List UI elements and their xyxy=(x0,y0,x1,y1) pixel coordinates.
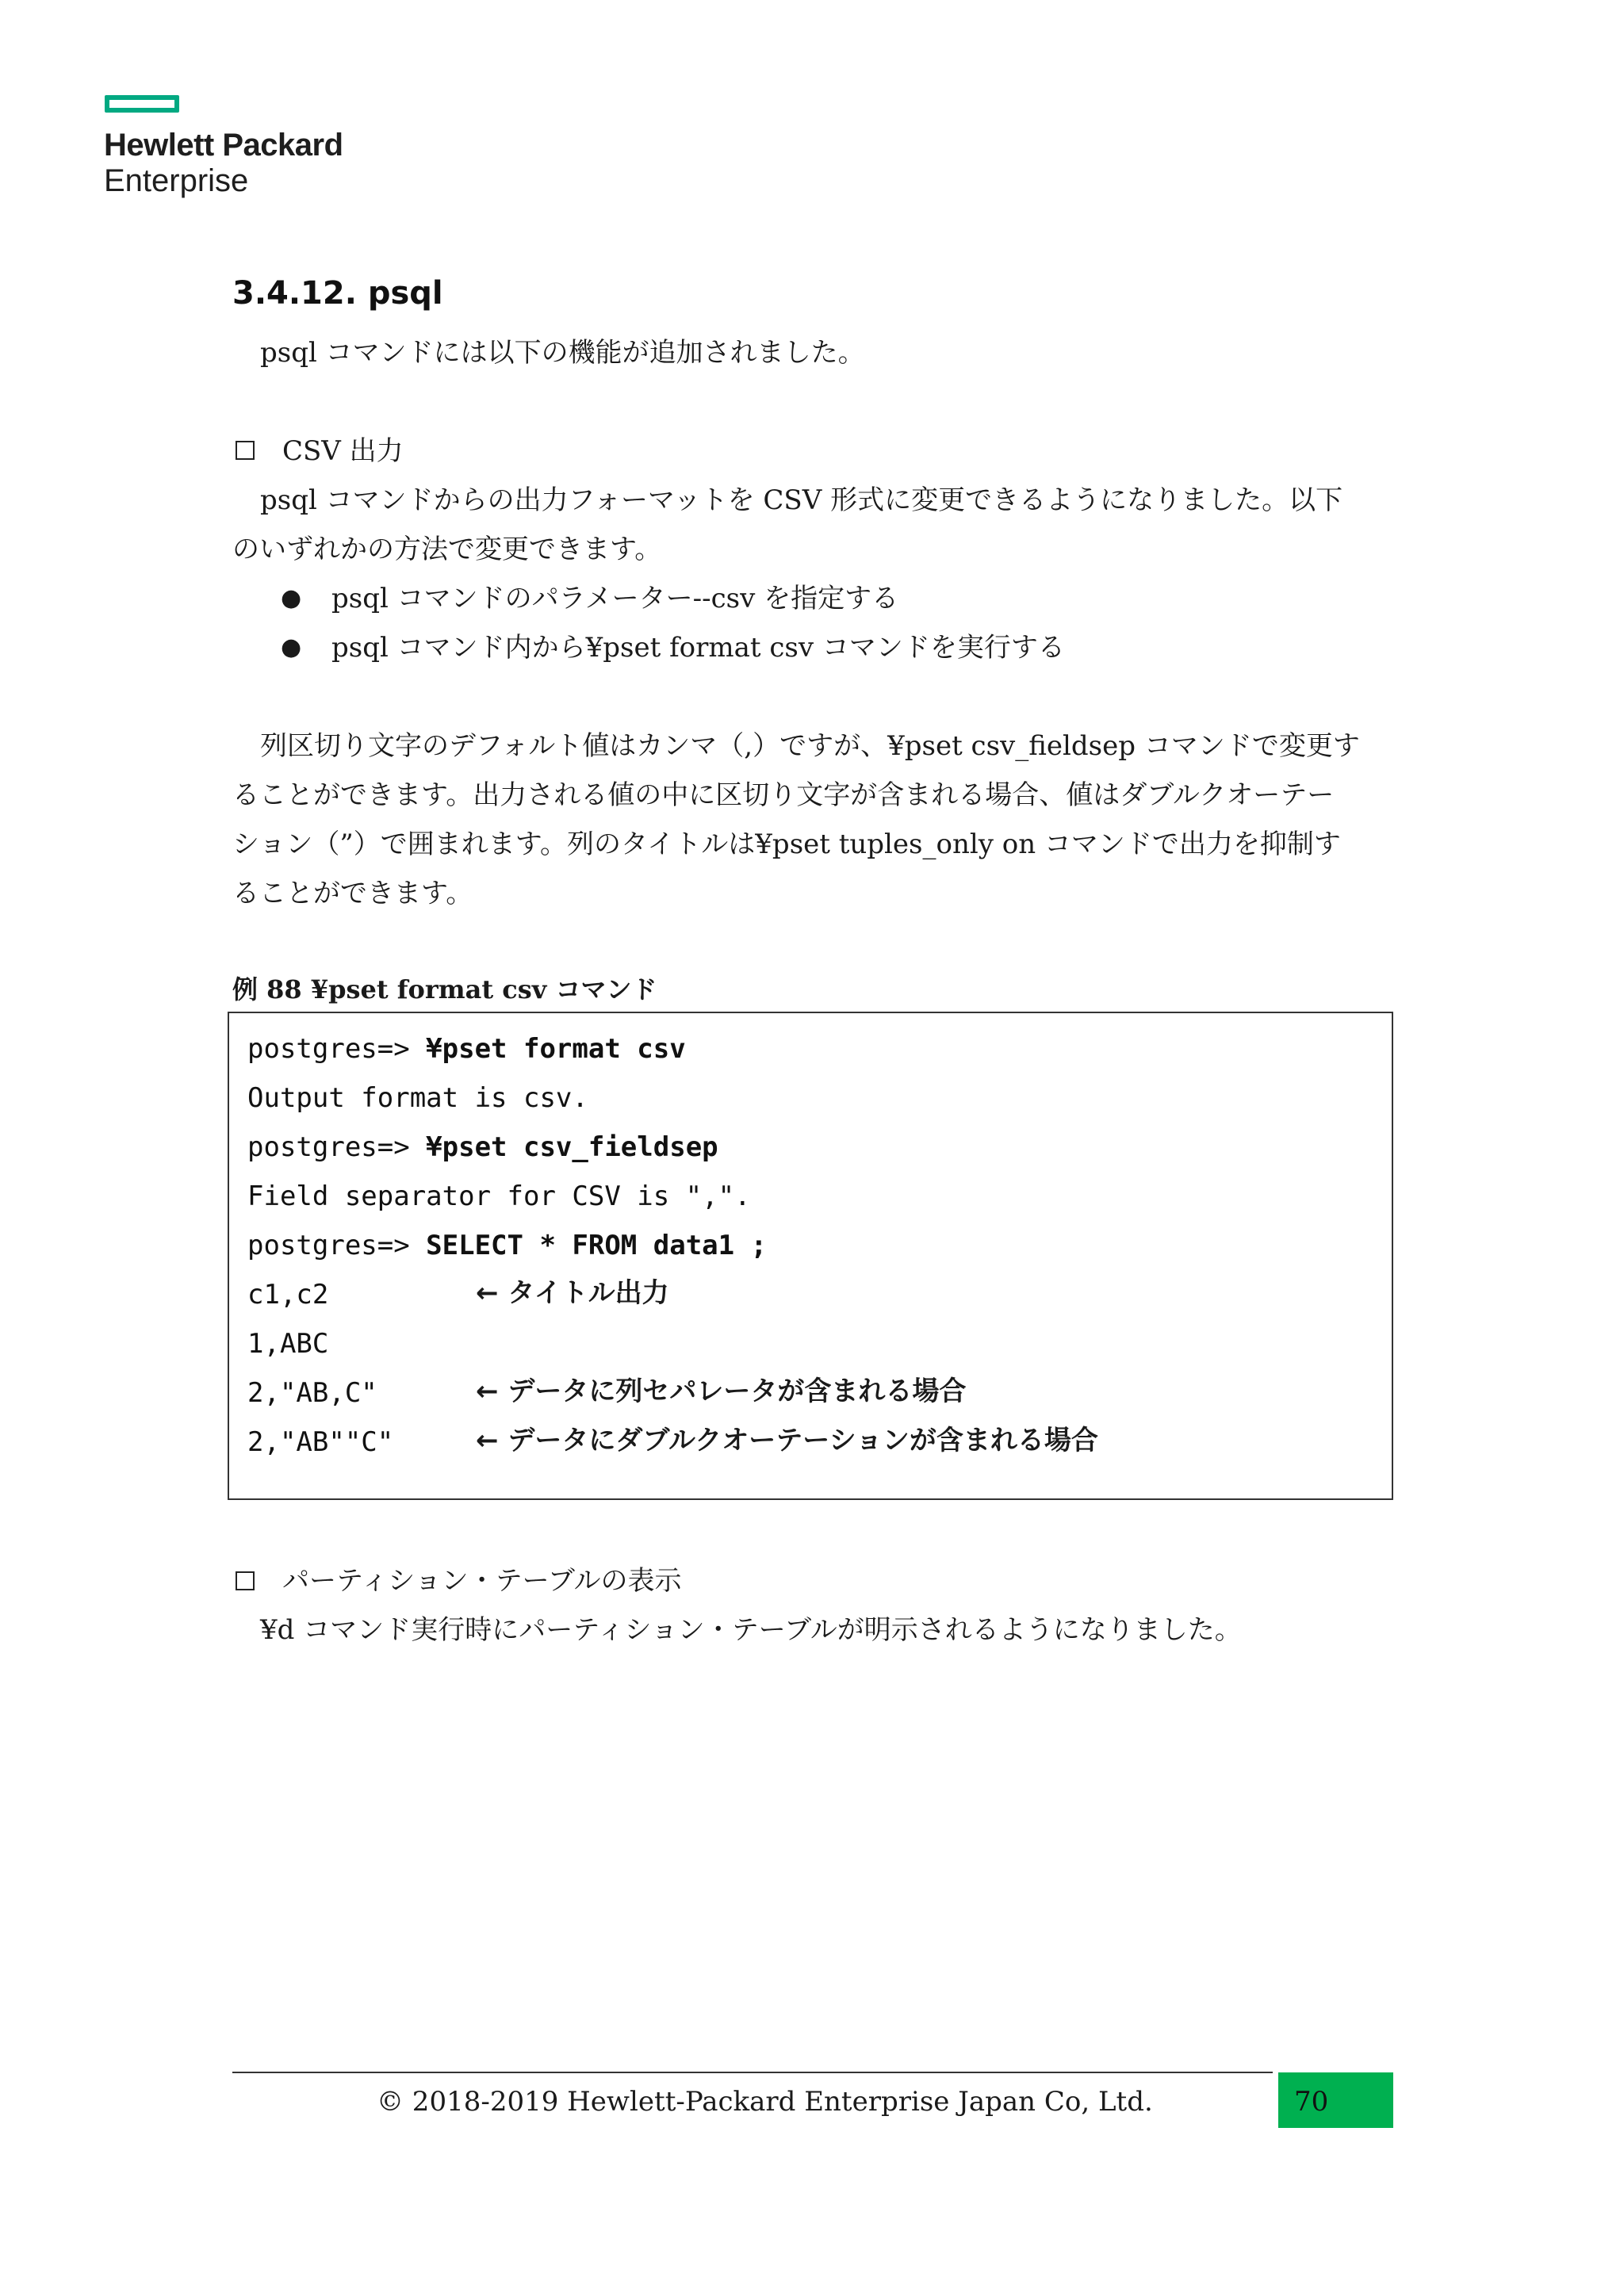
code-line: c1,c2 xyxy=(247,1279,329,1311)
checkbox-icon xyxy=(236,441,255,460)
logo-text-line2: Enterprise xyxy=(104,163,249,198)
partition-title: パーティション・テーブルの表示 xyxy=(282,1565,682,1597)
csv-para2-line: ション（”）で囲まれます。列のタイトルは¥pset tuples_only on コマンドで出力を抑制す xyxy=(232,828,1341,860)
code-line: postgres=> ¥pset format csv xyxy=(247,1033,686,1065)
bullet-item: psql コマンドのパラメーター--csv を指定する xyxy=(331,583,899,614)
code-line: Output format is csv. xyxy=(247,1082,588,1114)
code-line: postgres=> ¥pset csv_fieldsep xyxy=(247,1131,718,1163)
csv-para2-line: ることができます。出力される値の中に区切り文字が含まれる場合、値はダブルクオーテー xyxy=(232,779,1335,811)
code-line: postgres=> SELECT * FROM data1 ; xyxy=(247,1230,768,1261)
bullet-icon: ● xyxy=(281,633,302,661)
code-line: Field separator for CSV is ",". xyxy=(247,1181,751,1212)
code-line: 2,"AB""C" xyxy=(247,1426,394,1458)
logo-text-line1: Hewlett Packard xyxy=(104,128,343,163)
section-intro: psql コマンドには以下の機能が追加されました。 xyxy=(260,337,865,369)
csv-para2-line: 列区切り文字のデフォルト値はカンマ（,）ですが、¥pset csv_fieldsep コマンドで変更す xyxy=(260,730,1360,762)
code-annotation: ← タイトル出力 xyxy=(476,1277,669,1309)
code-annotation: ← データに列セパレータが含まれる場合 xyxy=(476,1376,967,1407)
csv-para-line2: のいずれかの方法で変更できます。 xyxy=(232,534,662,565)
footer-copyright: © 2018-2019 Hewlett-Packard Enterprise Japan Co, Ltd. xyxy=(377,2086,1153,2118)
footer-divider xyxy=(232,2072,1273,2073)
code-annotation: ← データにダブルクオーテーションが含まれる場合 xyxy=(476,1425,1098,1456)
section-heading: 3.4.12. psql xyxy=(232,275,443,312)
partition-para: ¥d コマンド実行時にパーティション・テーブルが明示されるようになりました。 xyxy=(260,1614,1242,1646)
bullet-item: psql コマンド内から¥pset format csv コマンドを実行する xyxy=(331,632,1065,664)
code-line: 2,"AB,C" xyxy=(247,1377,377,1409)
example-caption: 例 88 ¥pset format csv コマンド xyxy=(232,974,657,1004)
hpe-logo-mark xyxy=(105,95,179,113)
page-number: 70 xyxy=(1294,2086,1329,2118)
bullet-icon: ● xyxy=(281,584,302,612)
csv-para-line1: psql コマンドからの出力フォーマットを CSV 形式に変更できるようになりました。以下 xyxy=(260,484,1343,516)
code-line: 1,ABC xyxy=(247,1328,329,1360)
checkbox-icon xyxy=(236,1571,255,1590)
csv-output-title: CSV 出力 xyxy=(282,435,404,467)
csv-para2-line: ることができます。 xyxy=(232,878,473,909)
